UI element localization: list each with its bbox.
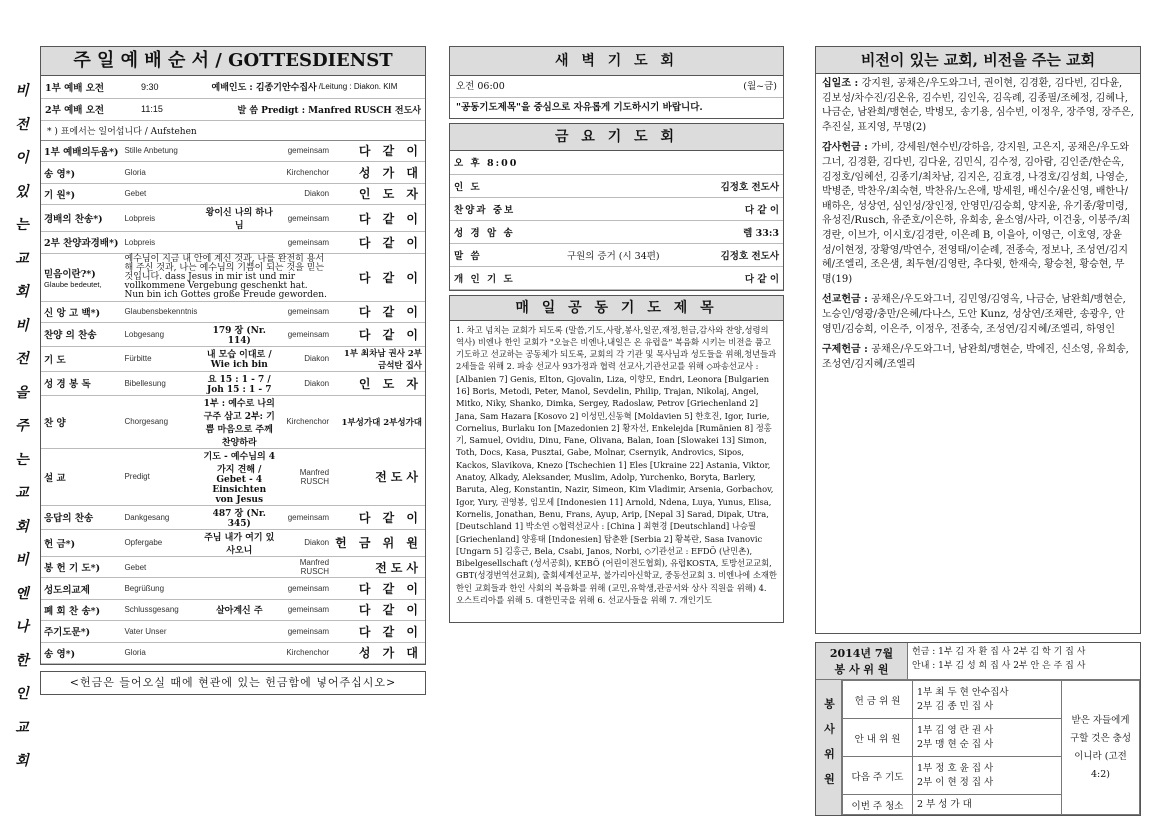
side-char: 한 bbox=[15, 652, 29, 669]
volunteer-offering-line: 헌금 : 1부 김 자 환 집 사 2부 김 학 기 집 사 bbox=[912, 647, 1086, 657]
service-item-detail: 기도 - 예수님의 4가지 견해 / Gebet - 4 Einsichten von Jesus bbox=[200, 448, 278, 505]
friday-value: 다 같 이 bbox=[687, 197, 783, 220]
friday-value: 렘 33:3 bbox=[687, 220, 783, 243]
service-item-detail bbox=[200, 162, 278, 183]
service-item-ko: 설 교 bbox=[41, 448, 121, 505]
side-char: 을 bbox=[15, 384, 29, 401]
service-item-de: Gebet bbox=[121, 183, 200, 204]
service-item-detail: 487 장 (Nr. 345) bbox=[200, 505, 278, 529]
service-item-de: Lobpreis bbox=[121, 232, 200, 253]
service-row bbox=[41, 371, 425, 395]
volunteer-panel bbox=[815, 642, 1141, 816]
service-row bbox=[41, 448, 425, 505]
service-item-detail: 주님 내가 여기 있사오니 bbox=[200, 529, 278, 556]
side-char: 교 bbox=[15, 719, 29, 736]
service-item-detail: 1부 : 예수로 나의 구주 삼고 2부: 기쁨 마음으로 주께 찬양하라 bbox=[200, 395, 278, 448]
schedule-time-1: 9:30 bbox=[141, 81, 159, 92]
side-char: 나 bbox=[15, 619, 29, 635]
service-leader-de: gemeinsam bbox=[278, 232, 332, 253]
faith-row bbox=[41, 253, 425, 301]
dawn-days: (월~금) bbox=[743, 81, 777, 92]
service-item-ko: 2부 찬양과경배*) bbox=[41, 232, 121, 253]
side-char: 회 bbox=[15, 284, 29, 300]
service-leader-de: Kirchenchor bbox=[278, 642, 332, 663]
service-leader: 다 같 이 bbox=[332, 578, 425, 599]
giving-paragraph bbox=[822, 343, 1134, 372]
service-item-detail: 왕이신 나의 하나님 bbox=[200, 205, 278, 232]
service-row bbox=[41, 621, 425, 642]
service-leader-de: Kirchenchor bbox=[278, 162, 332, 183]
friday-middle bbox=[540, 266, 687, 289]
service-item-ko: 기 원*) bbox=[41, 183, 121, 204]
service-item-detail bbox=[200, 183, 278, 204]
service-leader-de: gemeinsam bbox=[278, 578, 332, 599]
service-leader-de: gemeinsam bbox=[278, 301, 332, 322]
volunteer-role: 다음 주 기도 bbox=[843, 757, 913, 795]
side-char: 있 bbox=[15, 183, 29, 200]
giving-names: 공채은/우도와그너, 김민영/김영옥, 나금순, 남완희/맹현순, 노승인/영광/충만/은혜/다나스, 도안 Kunz, 성상연/조채란, 송광우, 안영민/김승희, 이은주, 이정우, 전종숙, 조성연/김지혜/조엘리, 하영인 bbox=[822, 294, 1126, 335]
service-item-ko: 찬양 의 찬송 bbox=[41, 322, 121, 346]
faith-ko: 믿음이란?*) bbox=[44, 268, 96, 280]
volunteer-people bbox=[913, 681, 1062, 719]
schedule-label-1: 1부 예배 오전 bbox=[45, 82, 105, 94]
volunteer-person-2: 2부 김 종 민 집 사 bbox=[917, 700, 994, 712]
common-prayer-title: 매 일 공 동 기 도 제 목 bbox=[449, 295, 784, 321]
volunteer-person-1: 1부 최 두 현 안수집사 bbox=[917, 686, 1009, 698]
service-item-ko: 성도의교제 bbox=[41, 578, 121, 599]
giving-paragraph bbox=[822, 293, 1134, 337]
service-leader-de: Diakon bbox=[278, 371, 332, 395]
volunteer-person-2: 2부 맹 현 순 집 사 bbox=[917, 738, 994, 750]
service-leader-de: Manfred RUSCH bbox=[278, 556, 332, 577]
service-leader: 성 가 대 bbox=[332, 162, 425, 183]
service-leader: 1부 최차남 권사 2부 금석탄 집사 bbox=[332, 346, 425, 371]
service-leader: 인 도 자 bbox=[332, 183, 425, 204]
friday-table bbox=[450, 151, 783, 290]
service-row bbox=[41, 395, 425, 448]
service-leader: 다 같 이 bbox=[332, 599, 425, 620]
service-item-detail: 요 15 : 1 - 7 / Joh 15 : 1 - 7 bbox=[200, 371, 278, 395]
service-item-de: Glaubensbekenntnis bbox=[121, 301, 200, 322]
service-leader: 다 같 이 bbox=[332, 505, 425, 529]
giving-names: 공채은/우도와그너, 남완희/맹현순, 박에진, 신소영, 유희송, 조성연/김지혜/조엘리 bbox=[822, 344, 1129, 370]
giving-heading: 구제헌금 : bbox=[822, 344, 872, 356]
service-row bbox=[41, 322, 425, 346]
service-item-ko: 헌 금*) bbox=[41, 529, 121, 556]
side-char: 비 bbox=[15, 317, 29, 334]
volunteer-people bbox=[913, 795, 1062, 815]
faith-text: 예수님이 지금 내 안에 계신 것과, 나를 완전히 용서해 주신 것과, 나는 예수님의 기쁨이 되는 것을 믿는 것입니다. dass Jesus in mir ist und mir vollkommene Vergebung geschenkt hat. Nun bin ich Gottes große Freude geworden. bbox=[121, 253, 332, 301]
service-leader-de: Manfred RUSCH bbox=[278, 448, 332, 505]
stand-note: * ) 표에서는 일어섭니다 / Aufstehen bbox=[47, 126, 197, 137]
service-item-de: Chorgesang bbox=[121, 395, 200, 448]
service-item-ko: 주기도문*) bbox=[41, 621, 121, 642]
volunteer-person-1: 1부 정 호 윤 집 사 bbox=[917, 762, 994, 774]
friday-row bbox=[450, 266, 783, 289]
service-row bbox=[41, 205, 425, 232]
giving-heading: 십일조 : bbox=[822, 78, 862, 89]
friday-key: 인 도 bbox=[450, 174, 540, 197]
service-leader: 다 같 이 bbox=[332, 322, 425, 346]
service-item-detail: 살아계신 주 bbox=[200, 599, 278, 620]
side-char: 인 bbox=[15, 686, 29, 702]
service-item-detail: 179 장 (Nr. 114) bbox=[200, 322, 278, 346]
service-item-de: Fürbitte bbox=[121, 346, 200, 371]
side-char: 교 bbox=[15, 250, 29, 267]
service-leader: 전도사 bbox=[332, 556, 425, 577]
service-row bbox=[41, 162, 425, 183]
friday-row bbox=[450, 243, 783, 266]
friday-row bbox=[450, 197, 783, 220]
friday-title: 금 요 기 도 회 bbox=[449, 123, 784, 151]
volunteer-title: 봉 사 위 원 bbox=[834, 663, 889, 676]
service-item-ko: 봉 헌 기 도*) bbox=[41, 556, 121, 577]
giving-paragraph bbox=[822, 77, 1134, 135]
giving-heading: 감사헌금 : bbox=[822, 142, 872, 154]
schedule-table bbox=[41, 76, 425, 141]
service-leader-de: gemeinsam bbox=[278, 141, 332, 162]
service-item-detail: 내 모습 이대로 / Wie ich bin bbox=[200, 346, 278, 371]
side-char: 회 bbox=[15, 753, 29, 769]
volunteer-role: 헌 금 위 원 bbox=[843, 681, 913, 719]
service-row bbox=[41, 578, 425, 599]
service-item-ko: 1부 예배의두움*) bbox=[41, 141, 121, 162]
volunteer-people bbox=[913, 757, 1062, 795]
schedule-time-2: 11:15 bbox=[141, 104, 163, 114]
service-item-ko: 경배의 찬송*) bbox=[41, 205, 121, 232]
side-vertical-text bbox=[8, 80, 36, 770]
service-item-detail bbox=[200, 642, 278, 663]
faith-label bbox=[41, 253, 121, 301]
friday-value: 다 같 이 bbox=[687, 266, 783, 289]
friday-middle bbox=[540, 174, 687, 197]
faith-de: Glaube bedeutet, bbox=[44, 279, 102, 289]
service-row bbox=[41, 642, 425, 663]
service-leader-de: gemeinsam bbox=[278, 621, 332, 642]
service-leader-de: Kirchenchor bbox=[278, 395, 332, 448]
dawn-note: "공동기도제목"을 중심으로 자유롭게 기도하시기 바랍니다. bbox=[456, 102, 703, 113]
service-item-ko: 찬 양 bbox=[41, 395, 121, 448]
friday-key: 오 후 8:00 bbox=[450, 151, 540, 174]
giving-list bbox=[815, 74, 1141, 634]
service-item-ko: 응답의 찬송 bbox=[41, 505, 121, 529]
service-item-detail bbox=[200, 556, 278, 577]
service-item-de: Lobgesang bbox=[121, 322, 200, 346]
prayer-column bbox=[449, 46, 784, 623]
service-leader-de: gemeinsam bbox=[278, 205, 332, 232]
service-leader: 1부성가대 2부성가대 bbox=[332, 395, 425, 448]
service-row bbox=[41, 301, 425, 322]
volunteer-table bbox=[842, 680, 1140, 815]
volunteer-role: 안 내 위 원 bbox=[843, 719, 913, 757]
side-char: 전 bbox=[15, 351, 29, 367]
schedule-role-1: 예배인도 : 김종기안수집사 bbox=[211, 83, 317, 94]
service-row bbox=[41, 346, 425, 371]
giving-heading: 선교헌금 : bbox=[822, 294, 872, 306]
vision-title: 비전이 있는 교회, 비전을 주는 교회 bbox=[815, 46, 1141, 74]
service-item-ko: 신 앙 고 백*) bbox=[41, 301, 121, 322]
service-item-ko: 성 경 봉 독 bbox=[41, 371, 121, 395]
service-item-de: Dankgesang bbox=[121, 505, 200, 529]
volunteer-side-label: 봉사위원 bbox=[816, 680, 842, 815]
schedule-role-2: 발 씀 Predigt : Manfred RUSCH 전도사 bbox=[237, 105, 421, 116]
dawn-title: 새 벽 기 도 회 bbox=[449, 46, 784, 76]
service-item-de: Gloria bbox=[121, 642, 200, 663]
giving-names: 강지원, 공채은/우도와그너, 권이현, 김경환, 김다빈, 김다윤, 김보성/차수진/김온유, 김수빈, 김인옥, 김옥례, 김종필/조혜정, 김혜나, 나금순, 남완희/맹현순, 박병모, 송기용, 심수빈, 이정우, 장주영, 장주은, 추진실, 표지영, 무명(2) bbox=[822, 78, 1134, 133]
service-item-de: Opfergabe bbox=[121, 529, 200, 556]
service-rows bbox=[41, 141, 425, 664]
service-item-de: Gloria bbox=[121, 162, 200, 183]
friday-key: 말 씀 bbox=[450, 243, 540, 266]
faith-leader: 다 같 이 bbox=[332, 253, 425, 301]
service-leader: 다 같 이 bbox=[332, 301, 425, 322]
volunteer-people bbox=[913, 719, 1062, 757]
volunteer-person-1: 2 부 성 가 대 bbox=[917, 798, 972, 810]
service-item-detail bbox=[200, 141, 278, 162]
offering-footer: <헌금은 들어오실 때에 현관에 있는 헌금함에 넣어주십시오> bbox=[40, 671, 426, 695]
giving-names: 가비, 강세원/현수빈/강하음, 강지원, 고은지, 공채은/우도와그너, 김경환, 김다빈, 김다윤, 김민식, 김수정, 김아람, 김인준/한순옥, 김정호/임혜선, 김종기/최차남, 김지은, 김효경, 나경호/김성희, 나영순, 박병준, 박찬우/최숙현, 박찬유/노은애, 방세원, 배신수/윤신영, 배한나/배하은, 성상연, 심인성/장인정, 안영민/김승희, 양지윤, 유기종/황미령, 유성진/Rusch, 유준호/이은하, 유희송, 윤소영/사라, 이건웅, 이봉주/최경란, 이브가, 이시호/김경란, 이은례 B, 이을아, 이영근, 이호영, 장윤성/이현정, 장황영/박연수, 전영태/이순례, 전종숙, 정보나, 조성연/김지혜/조엘리, 조은샘, 최두현/김영란, 추다윗, 한재숙, 황승천, 황승현, 무명(19) bbox=[822, 142, 1131, 285]
service-leader: 다 같 이 bbox=[332, 232, 425, 253]
volunteer-person-1: 1부 김 영 란 권 사 bbox=[917, 724, 994, 736]
service-item-de: Schlussgesang bbox=[121, 599, 200, 620]
side-char: 교 bbox=[15, 485, 29, 501]
service-title: 주 일 예 배 순 서 / GOTTESDIENST bbox=[40, 46, 426, 76]
service-row bbox=[41, 232, 425, 253]
service-leader: 전도사 bbox=[332, 448, 425, 505]
side-char: 이 bbox=[15, 150, 29, 166]
service-leader: 다 같 이 bbox=[332, 141, 425, 162]
service-leader-de: gemeinsam bbox=[278, 322, 332, 346]
service-leader: 성 가 대 bbox=[332, 642, 425, 663]
side-char: 는 bbox=[15, 217, 29, 233]
service-item-de: Gebet bbox=[121, 556, 200, 577]
service-row bbox=[41, 556, 425, 577]
service-item-detail bbox=[200, 232, 278, 253]
service-leader: 다 같 이 bbox=[332, 205, 425, 232]
friday-middle bbox=[540, 220, 687, 243]
service-leader: 인 도 자 bbox=[332, 371, 425, 395]
friday-value bbox=[687, 151, 783, 174]
service-item-ko: 송 영*) bbox=[41, 642, 121, 663]
friday-middle bbox=[540, 151, 687, 174]
volunteer-usher-line: 안내 : 1부 김 성 희 집 사 2부 안 은 주 집 사 bbox=[912, 661, 1086, 671]
service-order-column bbox=[40, 46, 426, 695]
friday-middle: 구원의 증거 (시 34편) bbox=[540, 243, 687, 266]
side-char: 전 bbox=[15, 116, 29, 133]
friday-row bbox=[450, 174, 783, 197]
offering-column bbox=[815, 46, 1141, 816]
friday-key: 성 경 암 송 bbox=[450, 220, 540, 243]
service-item-detail bbox=[200, 578, 278, 599]
schedule-role-de-1: /Leitung : Diakon. KIM bbox=[318, 82, 398, 92]
service-leader-de: Diakon bbox=[278, 529, 332, 556]
service-item-detail bbox=[200, 621, 278, 642]
giving-paragraph bbox=[822, 141, 1134, 287]
service-item-de: Bibellesung bbox=[121, 371, 200, 395]
service-item-de: Begrüßung bbox=[121, 578, 200, 599]
service-item-de: Lobpreis bbox=[121, 205, 200, 232]
service-leader-de: Diakon bbox=[278, 346, 332, 371]
friday-value: 김정호 전도사 bbox=[687, 243, 783, 266]
dawn-time: 오전 06:00 bbox=[456, 81, 505, 92]
friday-key: 개 인 기 도 bbox=[450, 266, 540, 289]
service-row bbox=[41, 529, 425, 556]
service-item-detail bbox=[200, 301, 278, 322]
volunteer-month: 2014년 7월 bbox=[829, 647, 894, 660]
friday-middle bbox=[540, 197, 687, 220]
volunteer-role: 이번 주 청소 bbox=[843, 795, 913, 815]
service-item-de: Stille Anbetung bbox=[121, 141, 200, 162]
service-item-ko: 기 도 bbox=[41, 346, 121, 371]
side-char: 엔 bbox=[15, 585, 29, 602]
volunteer-verse: 받은 자들에게 구할 것은 충성이니라 (고전4:2) bbox=[1062, 681, 1140, 815]
volunteer-row bbox=[843, 681, 1140, 719]
service-row bbox=[41, 141, 425, 162]
service-item-de: Predigt bbox=[121, 448, 200, 505]
service-item-ko: 송 영*) bbox=[41, 162, 121, 183]
side-char: 회 bbox=[15, 518, 29, 535]
volunteer-person-2: 2부 이 현 정 집 사 bbox=[917, 776, 994, 788]
service-item-ko: 폐 회 찬 송*) bbox=[41, 599, 121, 620]
service-row bbox=[41, 505, 425, 529]
friday-key: 찬양과 중보 bbox=[450, 197, 540, 220]
friday-row bbox=[450, 151, 783, 174]
side-char: 는 bbox=[15, 451, 29, 468]
service-item-de: Vater Unser bbox=[121, 621, 200, 642]
friday-value: 김정호 전도사 bbox=[687, 174, 783, 197]
service-leader: 헌 금 위 원 bbox=[332, 529, 425, 556]
side-char: 비 bbox=[15, 552, 29, 568]
service-leader-de: gemeinsam bbox=[278, 599, 332, 620]
service-row bbox=[41, 599, 425, 620]
side-char: 비 bbox=[15, 83, 29, 99]
service-row bbox=[41, 183, 425, 204]
service-leader-de: gemeinsam bbox=[278, 505, 332, 529]
common-prayer-text: 1. 차고 넘치는 교회가 되도록 (말씀,기도,사랑,봉사,일꾼,재정,헌금,감사와 찬양,성령의 역사) 비엔나 한인 교회가 "오늘은 비엔나,내일은 온 유럽을" 복음화 시키는 비전을 품고 기도하고 선교하는 공동체가 되도록, 교회의 각 기관 및 목사님과 성도들을 위해,청년들과 2세들을 위해 2. 파송 선교사 93가정과 협력 선교사,기관선교를 위해 ◇파송선교사 : [Albanien 7] Genis, Elton, Gjovalin, Liza, 이향모, Endri, Leonora [Bulgarien 16] Boris, Metodi, Peter, Manol, Sevdelin, Philip, Trajan, Nikolaj, Angel, Mitko, Niky, Shanko, Dimka, Sergey, Radoslaw, Petrov [Griechenland 2] Jana, Sam Hazara [Kosovo 2] 이성민,신동혁 [Moldavien 5] 한호진, Igor, Iurie, Cornelius, Burlaku Ion [Mazedonien 2] 황자선, Enkelejda [Rumänien 8] 정홍기, Samuel, Ovidiu, Dinu, Fane, Olivana, Balan, Ioan [Slowakei 13] Simon, Toth, Docs, Kasa, Pusztai, Gabe, Molnar, Csernyik, Androvics, Sipos, Kackos, Slavikova, Knezo [Tschechien 1] Eles [Ukraine 22] Astania, Viktor, Anatoy, Alkady, Aleksander, Muslim, Adolp, Yurchenko, Boryta, Barlery, Baruta, Aleg, Konstantin, Nazir, Simeon, Kim Vladimir, Arsenia, Gorbachov, Igor, Yury, 권영봉, 임모세 [Indonesien 11] Arnold, Ndena, Luya, Yunus, Elisa, Kornelis, Jonathan, Benu, Frans, Ayup, Arip, [Nepal 3] Sarad, Dipak, Utra, [Deutschland 1] 박소연 ◇협력선교사 : [China ] 최현경 [Deutschland] 나승필 [Griechenland] 양흥태 [Indonesien] 탐춘환 [Serbia 2] 황복란, Sasa Ivanovic [Ungarn 5] 김홍근, Bela, Csabi, Janos, Norbi, ◇기관선교 : EFDÖ (난민촌), Bibelgesellschaft (성서공회), KEBÖ (어린이전도협회), 유럽KOSTA, 토방선교교회, GBT(성경번역선교회), 출회세계선교부, 불가리아신학교, 중동선교회 3. 비엔나에 소재한 한인 교회들과 한인 사회의 복음화를 위해 (교민,유학생,관공서와 상사 직원을 위해) 4. 오스트리아를 위해 5. 대한민국을 위해 6. 선교사들을 위해 7. 개인기도 bbox=[449, 321, 784, 623]
friday-row bbox=[450, 220, 783, 243]
service-leader-de: Diakon bbox=[278, 183, 332, 204]
side-char: 주 bbox=[15, 418, 29, 434]
service-leader: 다 같 이 bbox=[332, 621, 425, 642]
schedule-label-2: 2부 예배 오전 bbox=[45, 105, 105, 116]
